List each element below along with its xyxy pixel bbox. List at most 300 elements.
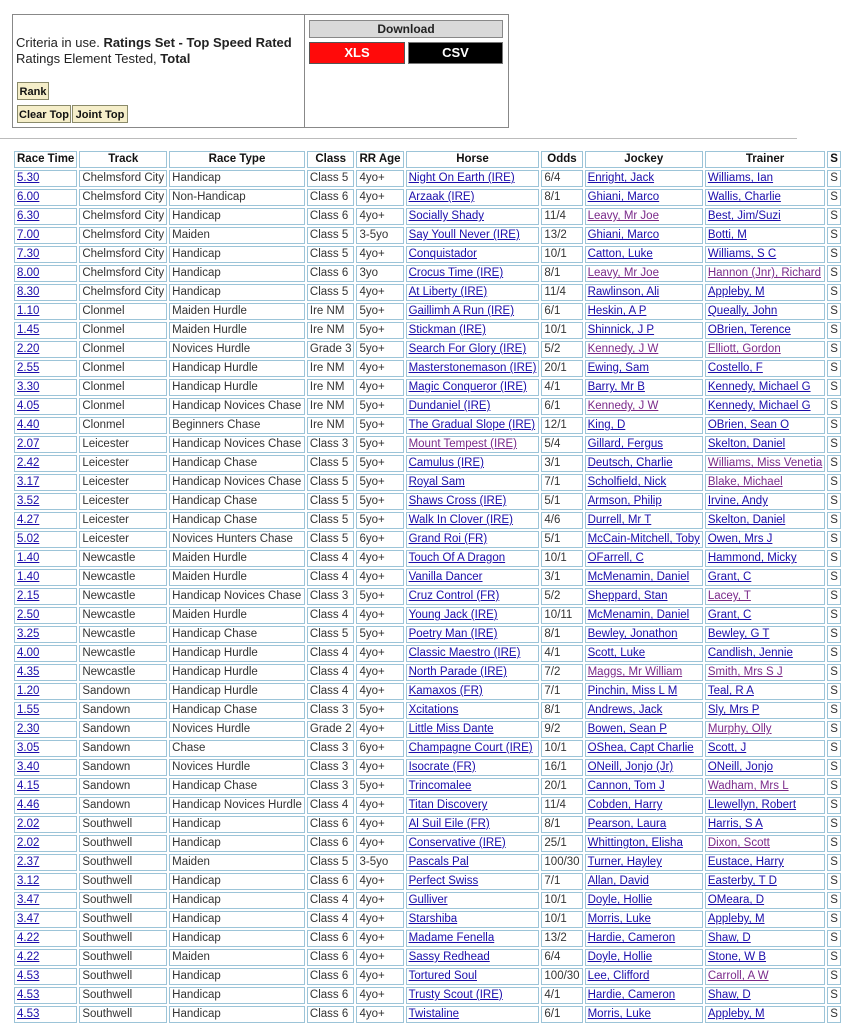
jockey-link[interactable]: OShea, Capt Charlie	[587, 742, 694, 754]
trainer-link[interactable]: Smith, Mrs S J	[707, 666, 783, 678]
horse-link[interactable]: Classic Maestro (IRE)	[408, 647, 521, 659]
race-time-link[interactable]: 2.30	[17, 723, 40, 735]
cell-class: Class 4	[307, 911, 355, 928]
horse-link[interactable]: Poetry Man (IRE)	[408, 628, 498, 640]
cell-extra: S	[827, 227, 841, 244]
cell-extra: S	[827, 284, 841, 301]
cell-jockey	[585, 569, 703, 586]
horse-link[interactable]: Conservative (IRE)	[408, 837, 506, 849]
jockey-link[interactable]: Shinnick, J P	[587, 324, 655, 336]
header-race-time: Race Time	[14, 151, 77, 168]
horse-link[interactable]: Titan Discovery	[408, 799, 488, 811]
race-time-link[interactable]: 4.53	[17, 1008, 40, 1020]
race-time-link[interactable]: 3.40	[17, 761, 40, 773]
xls-download-button[interactable]: XLS	[309, 42, 405, 64]
trainer-link[interactable]: Owen, Mrs J	[707, 533, 773, 545]
horse-link[interactable]: Twistaline	[408, 1008, 460, 1020]
header-extra: S	[827, 151, 841, 168]
cell-horse	[406, 968, 540, 985]
cell-race-time	[14, 265, 77, 282]
cell-extra: S	[827, 911, 841, 928]
race-time-link[interactable]: 2.02	[17, 837, 40, 849]
horse-link[interactable]: Socially Shady	[408, 210, 485, 222]
horse-link[interactable]: Perfect Swiss	[408, 875, 479, 887]
trainer-link[interactable]: Williams, Miss Venetia	[707, 457, 823, 469]
horse-link[interactable]: Camulus (IRE)	[408, 457, 484, 469]
trainer-link[interactable]: Candlish, Jennie	[707, 647, 793, 659]
jockey-link[interactable]: Armson, Philip	[587, 495, 662, 507]
race-time-link[interactable]: 3.47	[17, 913, 40, 925]
cell-class: Class 4	[307, 664, 355, 681]
cell-jockey	[585, 246, 703, 263]
cell-jockey	[585, 493, 703, 510]
cell-race-type: Maiden Hurdle	[169, 607, 305, 624]
header-horse: Horse	[406, 151, 540, 168]
jockey-link[interactable]: Allan, David	[587, 875, 649, 887]
cell-trainer	[705, 911, 825, 928]
cell-horse	[406, 455, 540, 472]
trainer-link[interactable]: Shaw, D	[707, 989, 751, 1001]
race-time-link[interactable]: 2.37	[17, 856, 40, 868]
horse-link[interactable]: Starshiba	[408, 913, 458, 925]
horse-link[interactable]: Mount Tempest (IRE)	[408, 438, 518, 450]
horse-link[interactable]: Crocus Time (IRE)	[408, 267, 504, 279]
cell-odds: 5/2	[541, 341, 582, 358]
cell-horse	[406, 208, 540, 225]
race-time-link[interactable]: 4.35	[17, 666, 40, 678]
race-time-link[interactable]: 6.30	[17, 210, 40, 222]
trainer-link[interactable]: Shaw, D	[707, 932, 751, 944]
race-time-link[interactable]: 2.42	[17, 457, 40, 469]
cell-track: Newcastle	[79, 550, 167, 567]
trainer-link[interactable]: Stone, W B	[707, 951, 767, 963]
trainer-link[interactable]: Wadham, Mrs L	[707, 780, 789, 792]
cell-odds: 20/1	[541, 360, 582, 377]
cell-horse	[406, 417, 540, 434]
cell-jockey	[585, 398, 703, 415]
race-time-link[interactable]: 4.53	[17, 970, 40, 982]
race-time-link[interactable]: 1.40	[17, 552, 40, 564]
cell-extra: S	[827, 398, 841, 415]
trainer-link[interactable]: Easterby, T D	[707, 875, 777, 887]
race-time-link[interactable]: 4.05	[17, 400, 40, 412]
race-time-link[interactable]: 4.27	[17, 514, 40, 526]
race-time-link[interactable]: 2.07	[17, 438, 40, 450]
trainer-link[interactable]: Bewley, G T	[707, 628, 770, 640]
horse-link[interactable]: Little Miss Dante	[408, 723, 494, 735]
cell-jockey	[585, 987, 703, 1004]
horse-link[interactable]: Trusty Scout (IRE)	[408, 989, 503, 1001]
horse-link[interactable]: Masterstonemason (IRE)	[408, 362, 537, 374]
trainer-link[interactable]: Carroll, A W	[707, 970, 769, 982]
cell-track: Clonmel	[79, 360, 167, 377]
cell-horse	[406, 227, 540, 244]
trainer-link[interactable]: Scott, J	[707, 742, 747, 754]
cell-horse	[406, 607, 540, 624]
trainer-link[interactable]: Grant, C	[707, 571, 752, 583]
trainer-link[interactable]: Grant, C	[707, 609, 752, 621]
jockey-link[interactable]: Enright, Jack	[587, 172, 655, 184]
horse-link[interactable]: Kamaxos (FR)	[408, 685, 483, 697]
trainer-link[interactable]: Williams, Ian	[707, 172, 774, 184]
trainer-link[interactable]: OBrien, Terence	[707, 324, 791, 336]
horse-link[interactable]: Gulliver	[408, 894, 448, 906]
race-time-link[interactable]: 5.02	[17, 533, 40, 545]
trainer-link[interactable]: Williams, S C	[707, 248, 777, 260]
joint-top-button[interactable]: Joint Top	[72, 105, 128, 123]
table-row	[14, 512, 841, 529]
cell-race-time	[14, 474, 77, 491]
jockey-link[interactable]: McCain-Mitchell, Toby	[587, 533, 700, 545]
trainer-link[interactable]: Hammond, Micky	[707, 552, 797, 564]
trainer-link[interactable]: Dixon, Scott	[707, 837, 770, 849]
trainer-link[interactable]: Costello, F	[707, 362, 763, 374]
jockey-link[interactable]: Hardie, Cameron	[587, 932, 676, 944]
cell-odds: 100/30	[541, 968, 582, 985]
race-time-link[interactable]: 4.46	[17, 799, 40, 811]
trainer-link[interactable]: Kennedy, Michael G	[707, 400, 811, 412]
cell-track: Southwell	[79, 1006, 167, 1023]
cell-odds: 10/1	[541, 246, 582, 263]
race-time-link[interactable]: 2.15	[17, 590, 40, 602]
table-row	[14, 721, 841, 738]
jockey-link[interactable]: Scholfield, Nick	[587, 476, 667, 488]
jockey-link[interactable]: Pearson, Laura	[587, 818, 667, 830]
cell-trainer	[705, 645, 825, 662]
jockey-link[interactable]: Scott, Luke	[587, 647, 646, 659]
horse-link[interactable]: Say Youll Never (IRE)	[408, 229, 520, 241]
jockey-link[interactable]: Leavy, Mr Joe	[587, 210, 659, 222]
horse-link[interactable]: Walk In Clover (IRE)	[408, 514, 513, 526]
cell-trainer	[705, 550, 825, 567]
cell-class: Class 6	[307, 987, 355, 1004]
horse-link[interactable]: Champagne Court (IRE)	[408, 742, 533, 754]
cell-extra: S	[827, 759, 841, 776]
horse-link[interactable]: Sassy Redhead	[408, 951, 490, 963]
cell-rr-age: 4yo+	[356, 360, 403, 377]
horse-link[interactable]: Tortured Soul	[408, 970, 477, 982]
jockey-link[interactable]: Deutsch, Charlie	[587, 457, 673, 469]
trainer-link[interactable]: Wallis, Charlie	[707, 191, 781, 203]
cell-horse	[406, 436, 540, 453]
cell-extra: S	[827, 531, 841, 548]
cell-trainer	[705, 740, 825, 757]
horse-link[interactable]: At Liberty (IRE)	[408, 286, 488, 298]
cell-class: Class 5	[307, 474, 355, 491]
cell-race-time	[14, 949, 77, 966]
cell-race-time	[14, 189, 77, 206]
cell-odds: 12/1	[541, 417, 582, 434]
jockey-link[interactable]: Turner, Hayley	[587, 856, 662, 868]
cell-odds: 13/2	[541, 930, 582, 947]
cell-jockey	[585, 664, 703, 681]
race-time-link[interactable]: 7.00	[17, 229, 40, 241]
jockey-link[interactable]: Cannon, Tom J	[587, 780, 665, 792]
cell-rr-age: 4yo+	[356, 645, 403, 662]
race-time-link[interactable]: 8.00	[17, 267, 40, 279]
cell-horse	[406, 474, 540, 491]
header-class: Class	[307, 151, 355, 168]
trainer-link[interactable]: Kennedy, Michael G	[707, 381, 811, 393]
cell-jockey	[585, 797, 703, 814]
trainer-link[interactable]: Blake, Michael	[707, 476, 783, 488]
trainer-link[interactable]: Queally, John	[707, 305, 778, 317]
horse-link[interactable]: Pascals Pal	[408, 856, 469, 868]
cell-class: Class 6	[307, 1006, 355, 1023]
jockey-link[interactable]: Sheppard, Stan	[587, 590, 668, 602]
rank-button[interactable]: Rank	[17, 82, 49, 100]
cell-class: Class 6	[307, 208, 355, 225]
clear-top-button[interactable]: Clear Top	[17, 105, 71, 123]
horse-link[interactable]: Cruz Control (FR)	[408, 590, 500, 602]
cell-race-time	[14, 341, 77, 358]
horse-link[interactable]: Young Jack (IRE)	[408, 609, 498, 621]
cell-track: Southwell	[79, 873, 167, 890]
race-time-link[interactable]: 2.20	[17, 343, 40, 355]
cell-class: Class 4	[307, 607, 355, 624]
cell-trainer	[705, 170, 825, 187]
horse-link[interactable]: Gaillimh A Run (IRE)	[408, 305, 515, 317]
jockey-link[interactable]: Andrews, Jack	[587, 704, 663, 716]
cell-odds: 4/1	[541, 645, 582, 662]
jockey-link[interactable]: Pinchin, Miss L M	[587, 685, 678, 697]
jockey-link[interactable]: Heskin, A P	[587, 305, 647, 317]
horse-link[interactable]: Conquistador	[408, 248, 477, 260]
jockey-link[interactable]: Gillard, Fergus	[587, 438, 664, 450]
race-time-link[interactable]: 1.40	[17, 571, 40, 583]
race-time-link[interactable]: 2.55	[17, 362, 40, 374]
cell-jockey	[585, 645, 703, 662]
cell-extra: S	[827, 493, 841, 510]
race-time-link[interactable]: 1.45	[17, 324, 40, 336]
cell-rr-age: 5yo+	[356, 398, 403, 415]
race-time-link[interactable]: 5.30	[17, 172, 40, 184]
cell-jockey	[585, 721, 703, 738]
horse-link[interactable]: North Parade (IRE)	[408, 666, 508, 678]
cell-trainer	[705, 721, 825, 738]
cell-trainer	[705, 322, 825, 339]
table-row	[14, 816, 841, 833]
jockey-link[interactable]: Barry, Mr B	[587, 381, 645, 393]
jockey-link[interactable]: Morris, Luke	[587, 1008, 651, 1020]
jockey-link[interactable]: Kennedy, J W	[587, 400, 659, 412]
jockey-link[interactable]: Bewley, Jonathon	[587, 628, 678, 640]
race-time-link[interactable]: 2.02	[17, 818, 40, 830]
table-row	[14, 892, 841, 909]
trainer-link[interactable]: Appleby, M	[707, 1008, 765, 1020]
jockey-link[interactable]: Ghiani, Marco	[587, 191, 660, 203]
jockey-link[interactable]: Maggs, Mr William	[587, 666, 683, 678]
horse-link[interactable]: Madame Fenella	[408, 932, 495, 944]
jockey-link[interactable]: Cobden, Harry	[587, 799, 663, 811]
horse-link[interactable]: Xcitations	[408, 704, 459, 716]
trainer-link[interactable]: Irvine, Andy	[707, 495, 768, 507]
horse-link[interactable]: Grand Roi (FR)	[408, 533, 488, 545]
cell-rr-age: 4yo+	[356, 797, 403, 814]
jockey-link[interactable]: Catton, Luke	[587, 248, 653, 260]
horse-link[interactable]: Stickman (IRE)	[408, 324, 486, 336]
jockey-link[interactable]: Kennedy, J W	[587, 343, 659, 355]
trainer-link[interactable]: Teal, R A	[707, 685, 754, 697]
race-time-link[interactable]: 7.30	[17, 248, 40, 260]
trainer-link[interactable]: Botti, M	[707, 229, 747, 241]
horse-link[interactable]: Al Suil Eile (FR)	[408, 818, 490, 830]
trainer-link[interactable]: ONeill, Jonjo	[707, 761, 774, 773]
trainer-link[interactable]: Hannon (Jnr), Richard	[707, 267, 821, 279]
cell-horse	[406, 664, 540, 681]
horse-link[interactable]: Dundaniel (IRE)	[408, 400, 491, 412]
header-jockey: Jockey	[585, 151, 703, 168]
cell-trainer	[705, 208, 825, 225]
cell-rr-age: 4yo+	[356, 284, 403, 301]
trainer-link[interactable]: Sly, Mrs P	[707, 704, 760, 716]
cell-race-time	[14, 417, 77, 434]
cell-race-time	[14, 778, 77, 795]
cell-class: Class 3	[307, 759, 355, 776]
trainer-link[interactable]: OMeara, D	[707, 894, 765, 906]
cell-class: Class 6	[307, 930, 355, 947]
jockey-link[interactable]: Lee, Clifford	[587, 970, 650, 982]
jockey-link[interactable]: Hardie, Cameron	[587, 989, 676, 1001]
jockey-link[interactable]: Doyle, Hollie	[587, 951, 653, 963]
cell-rr-age: 4yo+	[356, 379, 403, 396]
horse-link[interactable]: Night On Earth (IRE)	[408, 172, 515, 184]
jockey-link[interactable]: Bowen, Sean P	[587, 723, 667, 735]
table-row	[14, 303, 841, 320]
horse-link[interactable]: Magic Conqueror (IRE)	[408, 381, 527, 393]
race-time-link[interactable]: 3.05	[17, 742, 40, 754]
trainer-link[interactable]: Harris, S A	[707, 818, 763, 830]
trainer-link[interactable]: Skelton, Daniel	[707, 514, 786, 526]
cell-rr-age: 4yo+	[356, 873, 403, 890]
jockey-link[interactable]: Rawlinson, Ali	[587, 286, 660, 298]
trainer-link[interactable]: Murphy, Olly	[707, 723, 772, 735]
cell-track: Leicester	[79, 493, 167, 510]
race-time-link[interactable]: 1.20	[17, 685, 40, 697]
cell-class: Class 4	[307, 683, 355, 700]
cell-extra: S	[827, 873, 841, 890]
cell-jockey	[585, 759, 703, 776]
cell-track: Clonmel	[79, 417, 167, 434]
race-time-link[interactable]: 4.22	[17, 951, 40, 963]
cell-race-type: Handicap Hurdle	[169, 379, 305, 396]
horse-link[interactable]: Search For Glory (IRE)	[408, 343, 527, 355]
jockey-link[interactable]: ONeill, Jonjo (Jr)	[587, 761, 674, 773]
horse-link[interactable]: Shaws Cross (IRE)	[408, 495, 507, 507]
race-time-link[interactable]: 4.40	[17, 419, 40, 431]
race-time-link[interactable]: 6.00	[17, 191, 40, 203]
race-time-link[interactable]: 4.53	[17, 989, 40, 1001]
table-row	[14, 835, 841, 852]
cell-race-time	[14, 379, 77, 396]
table-row	[14, 189, 841, 206]
race-time-link[interactable]: 2.50	[17, 609, 40, 621]
trainer-link[interactable]: Llewellyn, Robert	[707, 799, 797, 811]
horse-link[interactable]: Royal Sam	[408, 476, 465, 488]
cell-class: Ire NM	[307, 322, 355, 339]
cell-extra: S	[827, 987, 841, 1004]
horse-link[interactable]: Arzaak (IRE)	[408, 191, 475, 203]
trainer-link[interactable]: Eustace, Harry	[707, 856, 784, 868]
jockey-link[interactable]: McMenamin, Daniel	[587, 571, 690, 583]
cell-jockey	[585, 911, 703, 928]
horse-link[interactable]: Touch Of A Dragon	[408, 552, 506, 564]
cell-race-type: Handicap	[169, 208, 305, 225]
cell-jockey	[585, 360, 703, 377]
race-time-link[interactable]: 1.10	[17, 305, 40, 317]
jockey-link[interactable]: Doyle, Hollie	[587, 894, 653, 906]
race-time-link[interactable]: 1.55	[17, 704, 40, 716]
cell-rr-age: 6yo+	[356, 740, 403, 757]
horse-link[interactable]: Isocrate (FR)	[408, 761, 476, 773]
jockey-link[interactable]: Ewing, Sam	[587, 362, 649, 374]
race-time-link[interactable]: 8.30	[17, 286, 40, 298]
cell-trainer	[705, 797, 825, 814]
cell-race-type: Novices Hurdle	[169, 759, 305, 776]
trainer-link[interactable]: Best, Jim/Suzi	[707, 210, 781, 222]
cell-horse	[406, 569, 540, 586]
jockey-link[interactable]: McMenamin, Daniel	[587, 609, 690, 621]
cell-race-type: Handicap	[169, 816, 305, 833]
cell-race-type: Handicap	[169, 284, 305, 301]
cell-rr-age: 4yo+	[356, 987, 403, 1004]
jockey-link[interactable]: Leavy, Mr Joe	[587, 267, 659, 279]
cell-odds: 10/1	[541, 322, 582, 339]
jockey-link[interactable]: King, D	[587, 419, 626, 431]
cell-extra: S	[827, 835, 841, 852]
cell-rr-age: 4yo+	[356, 607, 403, 624]
cell-odds: 9/2	[541, 721, 582, 738]
cell-jockey	[585, 778, 703, 795]
cell-race-type: Maiden Hurdle	[169, 569, 305, 586]
race-time-link[interactable]: 4.22	[17, 932, 40, 944]
trainer-link[interactable]: Elliott, Gordon	[707, 343, 781, 355]
table-row	[14, 474, 841, 491]
race-time-link[interactable]: 3.52	[17, 495, 40, 507]
race-time-link[interactable]: 4.00	[17, 647, 40, 659]
trainer-link[interactable]: OBrien, Sean O	[707, 419, 790, 431]
trainer-link[interactable]: Skelton, Daniel	[707, 438, 786, 450]
cell-track: Newcastle	[79, 645, 167, 662]
jockey-link[interactable]: Durrell, Mr T	[587, 514, 652, 526]
jockey-link[interactable]: OFarrell, C	[587, 552, 644, 564]
race-time-link[interactable]: 3.47	[17, 894, 40, 906]
horse-link[interactable]: Vanilla Dancer	[408, 571, 483, 583]
cell-jockey	[585, 1006, 703, 1023]
cell-class: Ire NM	[307, 379, 355, 396]
cell-race-type: Handicap Novices Hurdle	[169, 797, 305, 814]
jockey-link[interactable]: Morris, Luke	[587, 913, 651, 925]
trainer-link[interactable]: Appleby, M	[707, 286, 765, 298]
cell-trainer	[705, 588, 825, 605]
cell-jockey	[585, 550, 703, 567]
horse-link[interactable]: The Gradual Slope (IRE)	[408, 419, 536, 431]
race-time-link[interactable]: 3.30	[17, 381, 40, 393]
jockey-link[interactable]: Ghiani, Marco	[587, 229, 660, 241]
horse-link[interactable]: Trincomalee	[408, 780, 472, 792]
trainer-link[interactable]: Appleby, M	[707, 913, 765, 925]
cell-extra: S	[827, 930, 841, 947]
race-time-link[interactable]: 4.15	[17, 780, 40, 792]
table-row	[14, 911, 841, 928]
csv-download-button[interactable]: CSV	[408, 42, 503, 64]
race-time-link[interactable]: 3.25	[17, 628, 40, 640]
race-time-link[interactable]: 3.17	[17, 476, 40, 488]
cell-track: Sandown	[79, 778, 167, 795]
jockey-link[interactable]: Whittington, Elisha	[587, 837, 683, 849]
trainer-link[interactable]: Lacey, T	[707, 590, 751, 602]
race-time-link[interactable]: 3.12	[17, 875, 40, 887]
